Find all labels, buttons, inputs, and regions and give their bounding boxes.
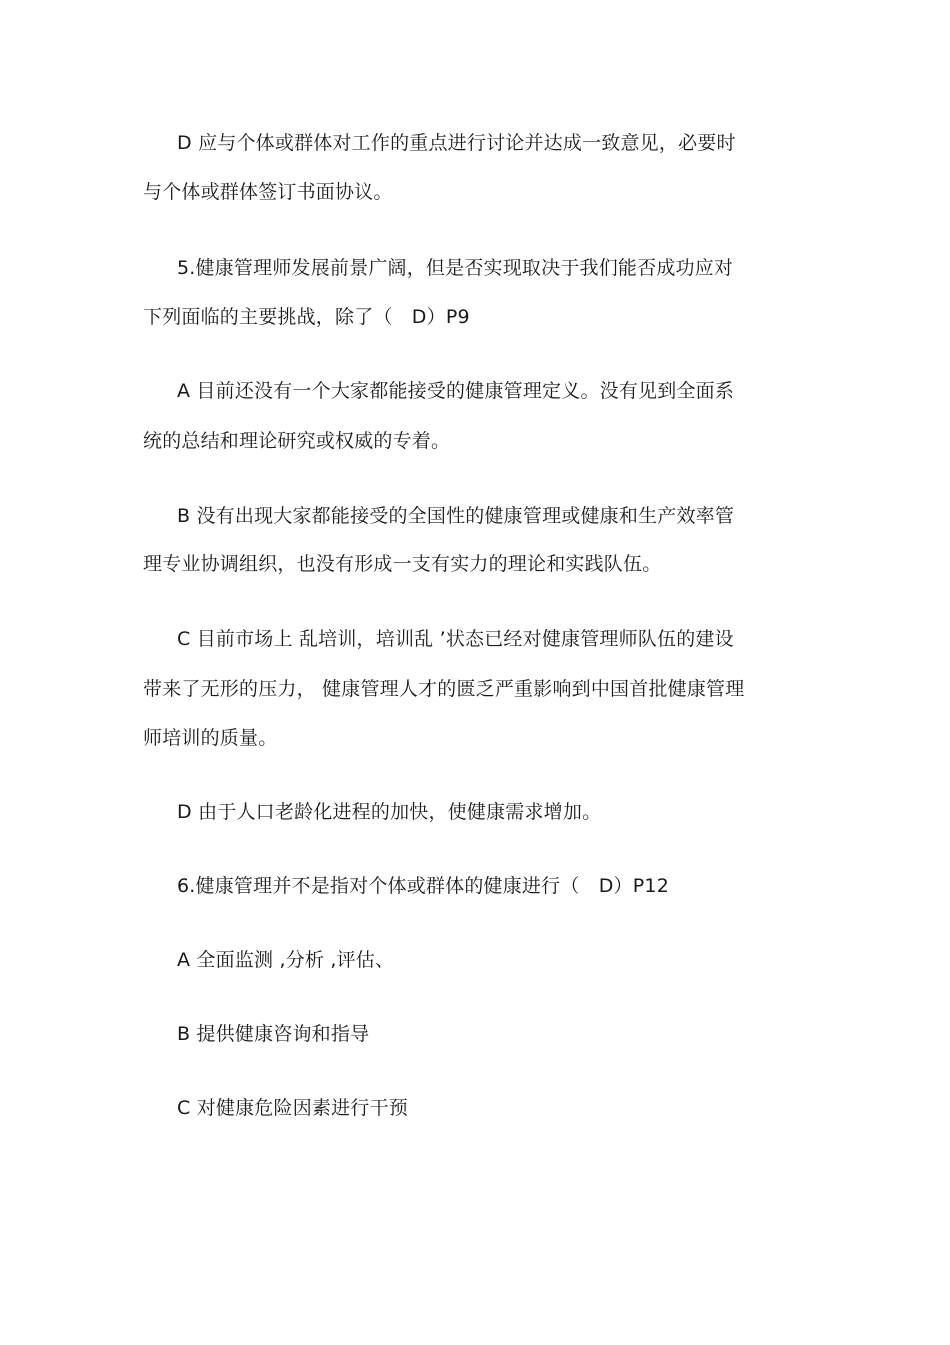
option-b-q5-line1: B 没有出现大家都能接受的全国性的健康管理或健康和生产效率管 — [177, 505, 735, 527]
option-a-q6: A 全面监测 ,分析 ,评估、 — [177, 949, 395, 971]
question-6: 6.健康管理并不是指对个体或群体的健康进行（ D）P12 — [177, 875, 669, 897]
option-c-q5-line1: C 目前市场上 乱培训，培训乱 ’状态已经对健康管理师队伍的建设 — [177, 628, 734, 650]
option-d-q4-line1: D 应与个体或群体对工作的重点进行讨论并达成一致意见，必要时 — [177, 132, 736, 154]
option-c-q5-line2: 带来了无形的压力， 健康管理人才的匮乏严重影响到中国首批健康管理 — [143, 678, 745, 700]
option-a-q5-line2: 统的总结和理论研究或权威的专着。 — [143, 430, 451, 452]
option-d-q5: D 由于人口老龄化进程的加快，使健康需求增加。 — [177, 801, 602, 823]
option-d-q4-line2: 与个体或群体签订书面协议。 — [143, 181, 393, 203]
option-a-q5-line1: A 目前还没有一个大家都能接受的健康管理定义。没有见到全面系 — [177, 380, 735, 402]
option-b-q5-line2: 理专业协调组织，也没有形成一支有实力的理论和实践队伍。 — [143, 553, 662, 575]
question-5-line2: 下列面临的主要挑战，除了（ D）P9 — [143, 306, 470, 328]
question-5-line1: 5.健康管理师发展前景广阔，但是否实现取决于我们能否成功应对 — [177, 257, 734, 279]
option-c-q5-line3: 师培训的质量。 — [143, 727, 278, 749]
option-c-q6: C 对健康危险因素进行干预 — [177, 1097, 408, 1119]
option-b-q6: B 提供健康咨询和指导 — [177, 1023, 370, 1045]
